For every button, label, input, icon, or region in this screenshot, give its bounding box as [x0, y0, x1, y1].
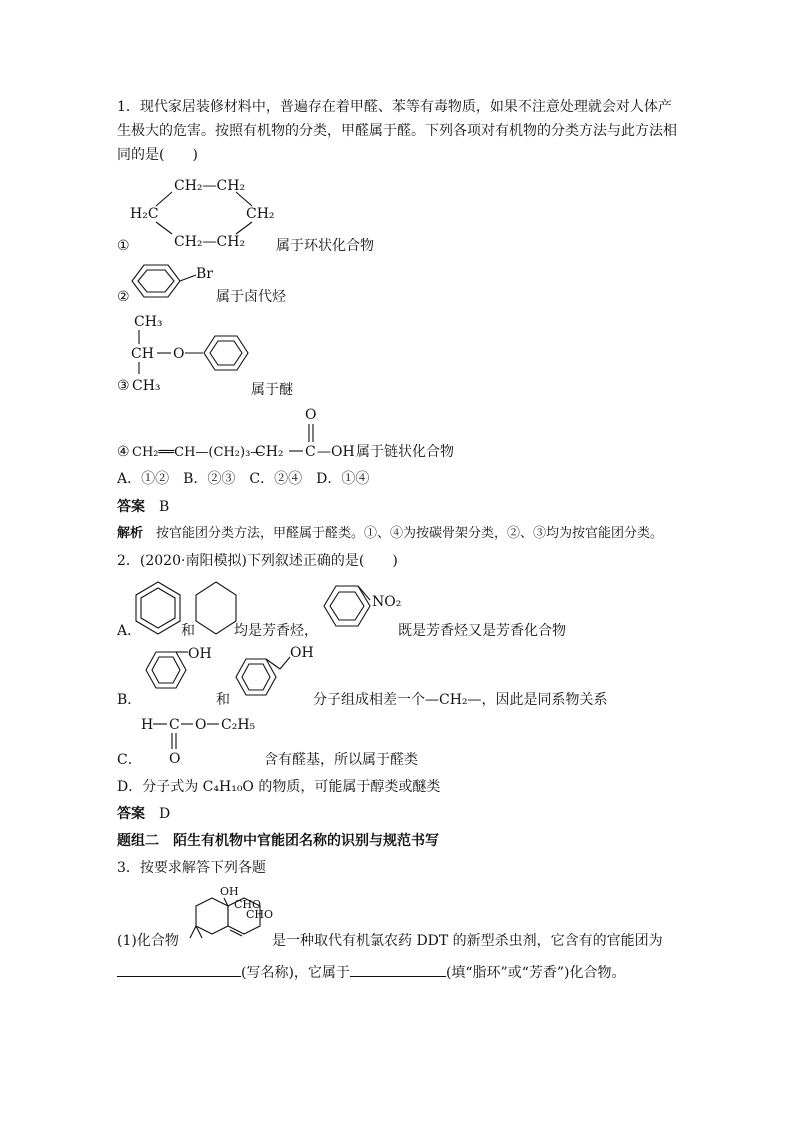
q2-b-tail: 分子组成相差一个—CH₂—，因此是同系物关系: [313, 692, 608, 708]
blank-functional-group[interactable]: [117, 960, 241, 977]
analysis-label: 解析: [117, 526, 144, 541]
q2-stem: 2．(2020·南阳模拟)下列叙述正确的是( ): [117, 553, 398, 569]
formate-h: H: [141, 717, 154, 733]
q2-answer: [117, 804, 170, 824]
q1-opt2-marker: ②: [117, 289, 130, 305]
q2-d: D．分子式为 C₄H₁₀O 的物质，可能属于醇类或醚类: [117, 779, 441, 795]
cyclohexane-ring: [196, 582, 238, 636]
answer-label: 答案: [117, 806, 145, 822]
q1-opt2-label: 属于卤代烃: [216, 289, 286, 305]
bromobenzene-structure: [132, 262, 222, 306]
ether-o: O: [173, 346, 185, 362]
opt4-c: C: [305, 444, 316, 460]
opt4-chain: CH₂══CH—(CH₂)₃—: [132, 445, 264, 460]
answer-value: D: [159, 806, 171, 822]
ether-ch3-bottom: CH₃: [132, 378, 161, 394]
nitro-label: NO₂: [372, 594, 402, 610]
benzyl-alcohol-structure: [232, 645, 322, 705]
q1-opt4-label: 属于链状化合物: [356, 444, 454, 460]
formate-o: O: [195, 717, 207, 733]
q1-opt4-marker: ④: [117, 444, 130, 460]
analysis-text: 按官能团分类方法，甲醛属于醛类。①、④为按碳骨架分类，②、③均为按官能团分类。: [156, 526, 664, 541]
q1-choices: A．①② B．②③ C．②④ D．①④: [117, 471, 370, 487]
ether-ch: CH: [131, 346, 154, 362]
q2-c-prefix: C．: [117, 752, 142, 768]
q2-b-prefix: B．: [117, 692, 142, 708]
q1-opt1-label: 属于环状化合物: [276, 238, 374, 254]
q2-a-tail: 既是芳香烃又是芳香化合物: [398, 623, 566, 639]
q1-opt3-label: 属于醚: [251, 382, 293, 398]
cyclohexane-right: CH₂: [246, 206, 275, 222]
formate-carbonyl-o: O: [169, 751, 181, 767]
cyclohexane-left: H₂C: [130, 206, 159, 222]
q3-p1-prefix: (1)化合物: [117, 933, 179, 949]
blank-compound-type[interactable]: [350, 960, 446, 977]
decalin-cho2: CHO: [246, 908, 274, 921]
phenol-oh: OH: [188, 646, 212, 662]
decalin-oh: OH: [220, 885, 239, 898]
answer-value: B: [159, 499, 170, 515]
cyclohexane-structure: [130, 172, 290, 252]
q1-answer: [117, 497, 169, 517]
ether-structure: [117, 312, 257, 402]
q3-stem: 3．按要求解答下列各题: [117, 860, 266, 876]
bromine-label: Br: [196, 266, 213, 282]
formate-c: C: [169, 717, 180, 733]
benzyl-oh: OH: [290, 645, 314, 661]
q3-line2: [117, 960, 626, 983]
opt4-carbonyl-o: O: [305, 407, 317, 423]
q1-opt1-marker: ①: [117, 238, 130, 254]
cyclohexane-bottom: CH₂—CH₂: [174, 234, 246, 250]
decalin-structure: [176, 884, 286, 950]
q2-b-and: 和: [216, 692, 230, 708]
opt4-ch2: CH₂: [255, 444, 284, 460]
benzene-structure: [134, 582, 184, 636]
q1-opt3-marker: ③: [117, 378, 130, 394]
q3-p1-text: 是一种取代有机氯农药 DDT 的新型杀虫剂，它含有的官能团为: [272, 933, 663, 949]
q3-line2-a: (写名称)，它属于: [241, 965, 350, 981]
q2-a-prefix: A．: [117, 623, 142, 639]
q2-c-tail: 含有醛基，所以属于醛类: [264, 752, 418, 768]
q3-line2-b: (填“脂环”或“芳香”)化合物。: [445, 965, 626, 981]
q2-a-and: 和: [181, 623, 195, 639]
formate-ethyl: C₂H₅: [221, 717, 256, 733]
cyclohexane-top: CH₂—CH₂: [174, 178, 246, 194]
group2-title: 题组二 陌生有机物中官能团名称的识别与规范书写: [117, 833, 439, 849]
q1-analysis: [117, 524, 663, 544]
answer-label: 答案: [117, 499, 145, 515]
q1-stem: 1．现代家居装修材料中，普遍存在着甲醛、苯等有毒物质，如果不注意处理就会对人体产生极大的危害。按照有机物的分类，甲醛属于醛。下列各项对有机物的分类方法与此方法相同的是( ): [117, 99, 677, 163]
ether-ch3-top: CH₃: [134, 314, 163, 330]
decalin-cho1: CHO: [234, 898, 262, 911]
phenol-structure: [140, 646, 220, 702]
opt4-oh: —OH: [317, 444, 355, 460]
q2-a-mid: 均是芳香烃，: [234, 623, 318, 639]
